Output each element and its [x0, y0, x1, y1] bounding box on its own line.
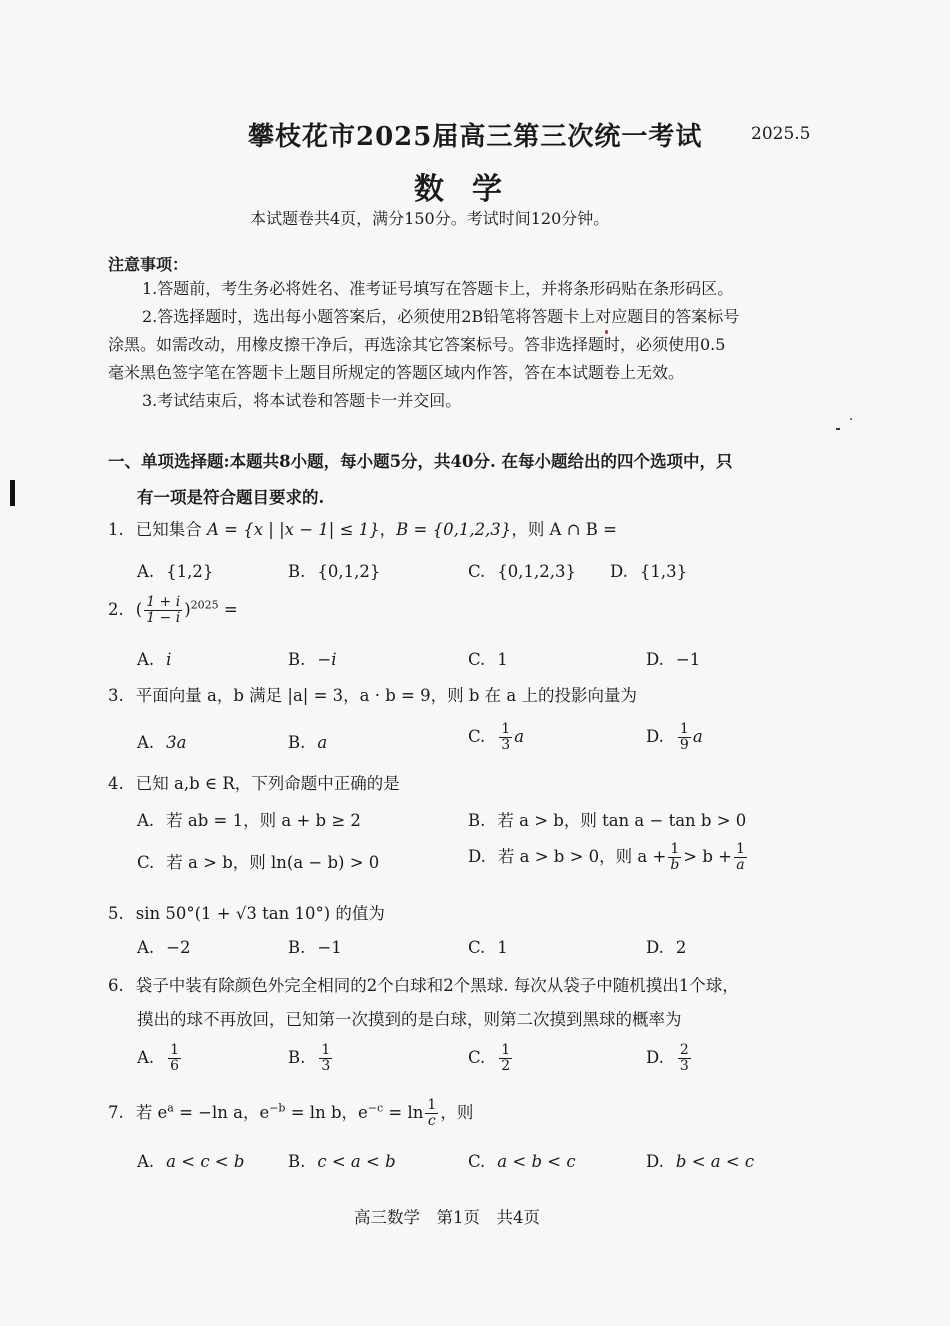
option-value: −1 — [317, 938, 342, 957]
question-number: 4. — [108, 774, 124, 793]
numerator: 1 — [170, 1042, 180, 1058]
option-value: {1,3} — [639, 562, 688, 581]
option-value: a — [317, 733, 328, 752]
option-label: C. — [137, 853, 155, 872]
q3-option-d — [646, 722, 703, 753]
exponent: −b — [269, 1101, 286, 1115]
q5-option-d — [646, 938, 686, 957]
denominator: 3 — [679, 1058, 689, 1074]
option-label: B. — [288, 938, 306, 957]
page-footer: 高三数学 第1页 共4页 — [354, 1208, 540, 1227]
q4-option-a — [137, 807, 361, 831]
q1-option-c — [468, 562, 576, 581]
q7-option-d — [646, 1152, 754, 1171]
option-label: D. — [646, 938, 664, 957]
denominator: 3 — [501, 737, 511, 753]
option-label: C. — [468, 1152, 486, 1171]
notice-heading: 注意事项： — [108, 255, 189, 274]
question-4 — [108, 770, 400, 794]
option-label: B. — [468, 811, 486, 830]
numerator: 1 — [679, 721, 689, 737]
numerator: 2 — [679, 1042, 689, 1058]
option-value: 若 ab = 1，则 a + b ≥ 2 — [166, 811, 361, 830]
question-number: 5. — [108, 904, 124, 923]
option-value: 若 a > b，则 tan a − tan b > 0 — [497, 811, 747, 830]
question-text: = −ln a，e — [173, 1103, 270, 1122]
q2-option-d — [646, 650, 700, 669]
q7-option-c — [468, 1152, 576, 1171]
fraction — [734, 842, 747, 873]
option-value: −2 — [166, 938, 191, 957]
option-label: A. — [137, 562, 155, 581]
option-label: A. — [137, 1048, 155, 1067]
q5-option-a — [137, 938, 191, 957]
q4-option-c — [137, 849, 379, 873]
fraction — [668, 842, 681, 873]
question-text: 已知集合 — [135, 520, 202, 539]
option-value: a — [692, 727, 703, 746]
option-value: 2 — [675, 938, 687, 957]
option-value: {1,2} — [166, 562, 214, 581]
q1-option-d — [610, 562, 687, 581]
question-text: 平面向量 a，b 满足 |a| = 3，a · b = 9，则 b 在 a 上的投影向量为 — [135, 686, 637, 705]
question-6-line-2: 摸出的球不再放回，已知第一次摸到的是白球，则第二次摸到黑球的概率为 — [137, 1010, 682, 1029]
question-text: = ln — [383, 1103, 424, 1122]
numerator: 1 — [501, 1042, 511, 1058]
numerator: 1 — [427, 1097, 437, 1113]
option-value: a — [514, 727, 525, 746]
numerator: 1 — [668, 842, 681, 858]
fraction — [499, 722, 512, 753]
option-label: B. — [288, 733, 306, 752]
option-value: −i — [317, 650, 337, 669]
scan-speck — [850, 418, 852, 420]
option-value: 1 — [497, 650, 508, 669]
option-label: D. — [646, 1152, 664, 1171]
denominator: 3 — [321, 1058, 331, 1074]
option-label: C. — [468, 562, 486, 581]
fraction — [425, 1098, 438, 1129]
expression: sin 50°(1 + √3 tan 10°) — [135, 904, 331, 923]
question-tail: ，则 A ∩ B = — [511, 520, 617, 539]
question-text: = ln b，e — [285, 1103, 368, 1122]
option-value: 若 a > b > 0，则 a + — [497, 847, 667, 866]
denominator: 2 — [501, 1058, 511, 1074]
subject-title: 数学 — [414, 172, 530, 207]
option-value: b < a < c — [675, 1152, 755, 1171]
question-number: 1. — [108, 520, 124, 539]
option-value: {0,1,2,3} — [497, 562, 577, 581]
option-label: C. — [468, 1048, 486, 1067]
question-text: 已知 a,b ∈ R，下列命题中正确的是 — [135, 774, 400, 793]
question-3 — [108, 682, 637, 706]
question-tail: ，则 — [440, 1103, 474, 1122]
denominator: 9 — [679, 737, 689, 753]
option-value: 1 — [497, 938, 508, 957]
option-value: 3a — [166, 733, 187, 752]
q1-option-a — [137, 562, 213, 581]
q3-option-a — [137, 733, 187, 752]
exponent: a — [167, 1101, 174, 1115]
exponent: 2025 — [190, 598, 219, 612]
question-text: 袋子中装有除颜色外完全相同的2个白球和2个黑球. 每次从袋子中随机摸出1个球， — [135, 976, 739, 995]
exponent: −c — [367, 1101, 384, 1115]
notice-item-1: 1.答题前，考生务必将姓名、准考证号填写在答题卡上，并将条形码贴在条形码区。 — [142, 279, 734, 298]
q6-option-a — [137, 1043, 183, 1074]
option-label: C. — [468, 727, 486, 746]
notice-item-2-line-1: 2.答选择题时，选出每小题答案后，必须使用2B铅笔将答题卡上对应题目的答案标号 — [142, 307, 740, 326]
question-number: 3. — [108, 686, 124, 705]
fraction — [144, 595, 182, 626]
question-text: 若 e — [135, 1103, 168, 1122]
question-6-line-1 — [108, 972, 739, 996]
option-label: B. — [288, 1048, 306, 1067]
exam-title: 攀枝花市2025届高三第三次统一考试 — [248, 122, 703, 152]
option-label: A. — [137, 650, 155, 669]
exam-date: 2025.5 — [751, 124, 811, 144]
option-label: C. — [468, 650, 486, 669]
denominator: a — [736, 857, 745, 873]
question-7 — [108, 1098, 473, 1129]
option-label: A. — [137, 811, 155, 830]
q4-option-b — [468, 807, 746, 831]
option-label: D. — [646, 727, 664, 746]
denominator: b — [670, 857, 680, 873]
option-value: i — [166, 650, 172, 669]
option-label: A. — [137, 1152, 155, 1171]
option-value: > b + — [683, 847, 732, 866]
question-5 — [108, 900, 385, 924]
question-2 — [108, 595, 238, 626]
option-label: B. — [288, 650, 306, 669]
fraction — [678, 722, 691, 753]
question-text: 的值为 — [330, 904, 385, 923]
option-value: a < c < b — [166, 1152, 245, 1171]
separator: ， — [379, 520, 397, 539]
option-label: D. — [646, 650, 664, 669]
option-value: −1 — [675, 650, 701, 669]
scan-mark — [10, 480, 15, 506]
numerator: 1 — [321, 1042, 331, 1058]
q2-option-c — [468, 650, 508, 669]
option-value: a < b < c — [497, 1152, 576, 1171]
option-label: B. — [288, 1152, 306, 1171]
question-number: 7. — [108, 1103, 124, 1122]
q6-option-b — [288, 1043, 334, 1074]
question-number: 2. — [108, 600, 124, 619]
q5-option-c — [468, 938, 508, 957]
numerator: 1 — [501, 721, 511, 737]
denominator: 6 — [170, 1058, 180, 1074]
q2-option-a — [137, 650, 171, 669]
notice-item-2-line-2: 涂黑。如需改动，用橡皮擦干净后，再选涂其它答案标号。答非选择题时，必须使用0.5 — [108, 335, 726, 354]
equals: = — [218, 600, 238, 619]
notice-item-3: 3.考试结束后，将本试卷和答题卡一并交回。 — [142, 391, 462, 410]
option-value: 若 a > b，则 ln(a − b) > 0 — [166, 853, 380, 872]
option-label: A. — [137, 938, 155, 957]
fraction — [168, 1043, 181, 1074]
q7-option-a — [137, 1152, 244, 1171]
numerator: 1 — [736, 841, 745, 857]
q6-option-d — [646, 1043, 693, 1074]
fraction — [319, 1043, 332, 1074]
q4-option-d — [468, 842, 749, 873]
q2-option-b — [288, 650, 336, 669]
scan-speck — [836, 428, 840, 430]
fraction — [678, 1043, 691, 1074]
option-label: B. — [288, 562, 306, 581]
question-number: 6. — [108, 976, 124, 995]
fraction — [499, 1043, 512, 1074]
q1-option-b — [288, 562, 380, 581]
denominator: 1 − i — [146, 610, 181, 626]
denominator: c — [427, 1113, 436, 1129]
exam-info: 本试题卷共4页，满分150分。考试时间120分钟。 — [250, 209, 610, 228]
option-value: c < a < b — [317, 1152, 396, 1171]
section-heading-line-2: 有一项是符合题目要求的. — [137, 488, 325, 507]
option-label: C. — [468, 938, 486, 957]
option-label: D. — [646, 1048, 664, 1067]
section-heading-line-1: 一、单项选择题:本题共8小题，每小题5分，共40分. 在每小题给出的四个选项中，只 — [108, 452, 733, 471]
option-value: {0,1,2} — [317, 562, 381, 581]
set-a: A = {x | |x − 1| ≤ 1} — [207, 520, 380, 539]
q3-option-c — [468, 722, 524, 753]
notice-item-2-line-3: 毫米黑色签字笔在答题卡上题目所规定的答题区域内作答，答在本试题卷上无效。 — [108, 363, 685, 382]
option-label: A. — [137, 733, 155, 752]
q5-option-b — [288, 938, 342, 957]
q7-option-b — [288, 1152, 396, 1171]
paren-close: ) — [184, 600, 191, 619]
question-1 — [108, 516, 617, 540]
q3-option-b — [288, 733, 327, 752]
q6-option-c — [468, 1043, 514, 1074]
option-label: D. — [610, 562, 628, 581]
option-label: D. — [468, 847, 486, 866]
set-b: B = {0,1,2,3} — [396, 520, 512, 539]
numerator: 1 + i — [146, 594, 181, 610]
paren-open: ( — [135, 600, 143, 619]
